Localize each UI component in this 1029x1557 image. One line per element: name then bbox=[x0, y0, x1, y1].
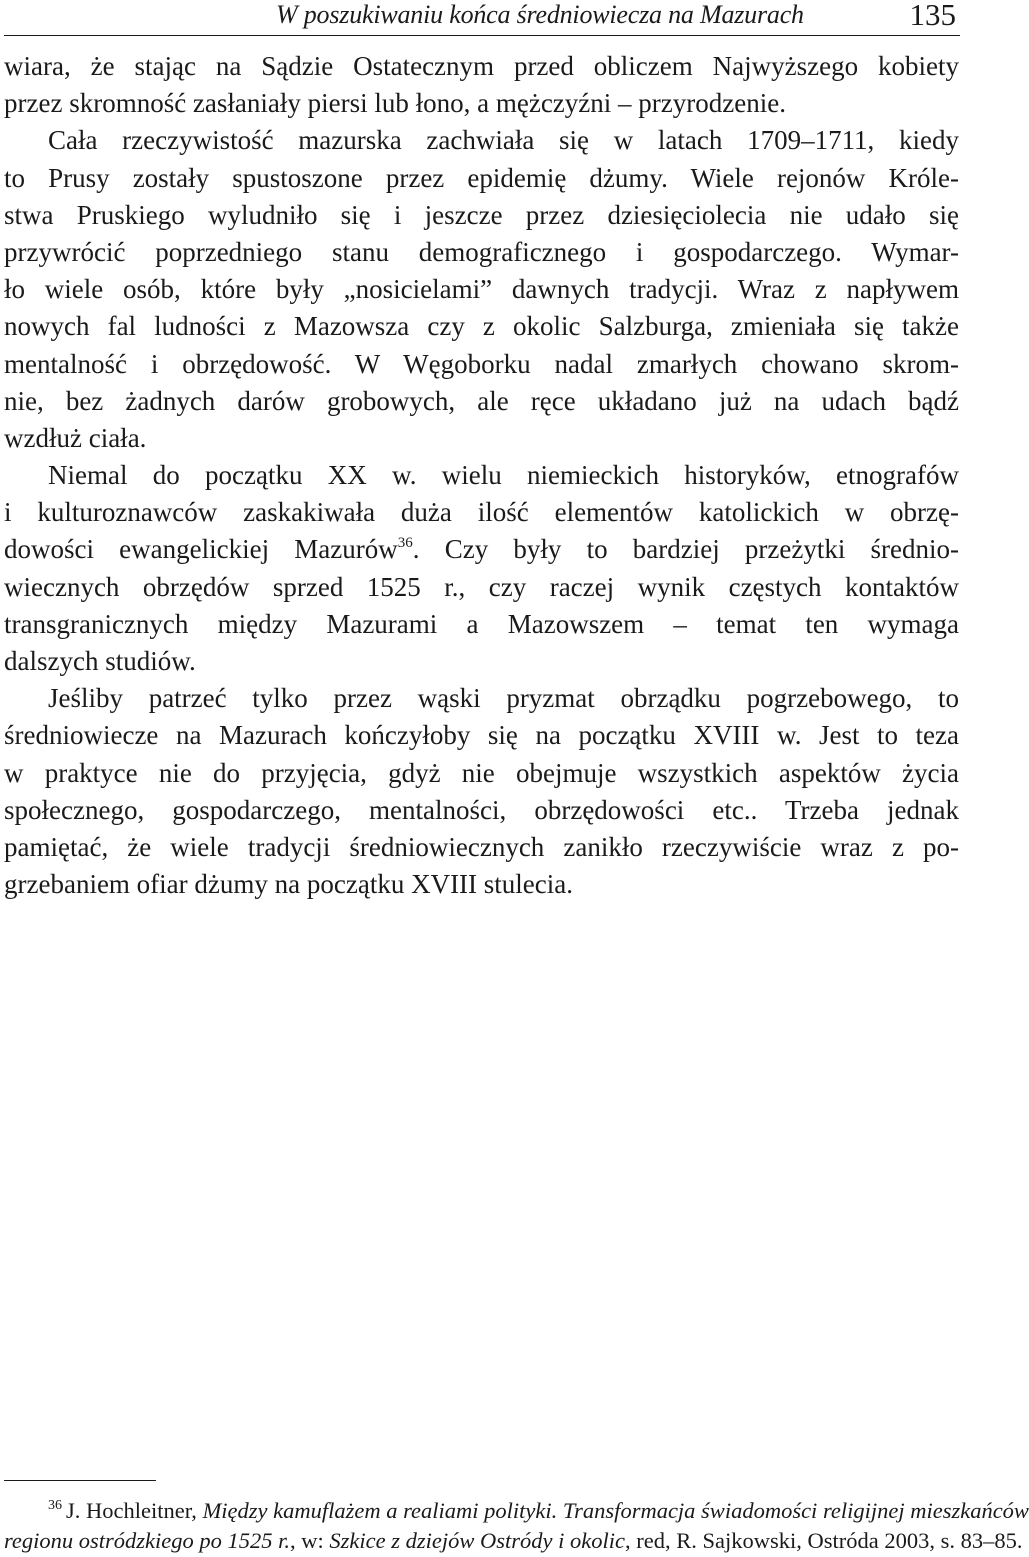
footnote-title: Między kamuflażem a realiami polityki. Transformacja świadomości religijnej mieszkańców bbox=[202, 1498, 1029, 1523]
footnote-line bbox=[4, 1496, 1029, 1526]
text-line-with-footnote bbox=[4, 531, 959, 568]
footnotes bbox=[4, 1496, 1029, 1556]
text-line: w praktyce nie do przyjęcia, gdyż nie obejmuje wszystkich aspektów życia bbox=[4, 757, 959, 788]
text-line: mentalność i obrzędowość. W Węgoborku nadal zmarłych chowano skrom- bbox=[4, 348, 959, 379]
footnote-line bbox=[4, 1526, 1023, 1556]
text-line: Jeśliby patrzeć tylko przez wąski pryzmat obrządku pogrzebowego, to bbox=[48, 683, 959, 714]
text-fragment: dowości ewangelickiej Mazurów bbox=[4, 534, 398, 565]
body-text bbox=[4, 48, 959, 903]
footnote-reference[interactable]: 36 bbox=[397, 535, 413, 552]
text-line: wiecznych obrzędów sprzed 1525 r., czy raczej wynik częstych kontaktów bbox=[4, 571, 959, 602]
text-line: przez skromność zasłaniały piersi lub łono, a mężczyźni – przyrodzenie. bbox=[4, 88, 786, 119]
footnote-text: , w: bbox=[290, 1528, 330, 1553]
footnote-source: Szkice z dziejów Ostródy i okolic bbox=[329, 1528, 625, 1553]
text-line: wzdłuż ciała. bbox=[4, 422, 147, 453]
page-number: 135 bbox=[909, 0, 956, 32]
footnote-author: J. Hochleitner, bbox=[66, 1498, 203, 1523]
text-line: transgranicznych między Mazurami a Mazowszem – temat ten wymaga bbox=[4, 608, 959, 639]
header-rule bbox=[4, 35, 960, 36]
footnote-rule bbox=[4, 1480, 156, 1481]
text-line: przywrócić poprzedniego stanu demograficznego i gospodarczego. Wymar- bbox=[4, 236, 959, 267]
text-line: stwa Pruskiego wyludniło się i jeszcze przez dziesięciolecia nie udało się bbox=[4, 199, 959, 230]
running-title: W poszukiwaniu końca średniowiecza na Mazurach bbox=[276, 0, 804, 29]
text-line: nie, bez żadnych darów grobowych, ale ręce układano już na udach bądź bbox=[4, 385, 959, 416]
text-line: wiara, że stając na Sądzie Ostatecznym przed obliczem Najwyższego kobiety bbox=[4, 51, 959, 81]
footnote-text: , red, R. Sajkowski, Ostróda 2003, s. 83–85. bbox=[625, 1528, 1023, 1553]
text-line: i kulturoznawców zaskakiwała duża ilość elementów katolickich w obrzę- bbox=[4, 497, 959, 528]
text-line: nowych fal ludności z Mazowsza czy z okolic Salzburga, zmieniała się także bbox=[4, 311, 959, 342]
text-line: średniowiecze na Mazurach kończyłoby się na początku XVIII w. Jest to teza bbox=[4, 720, 959, 751]
text-line: Niemal do początku XX w. wielu niemieckich historyków, etnografów bbox=[48, 460, 959, 491]
text-line: pamiętać, że wiele tradycji średniowiecznych zanikło rzeczywiście wraz z po- bbox=[4, 831, 959, 862]
text-line: Cała rzeczywistość mazurska zachwiała się w latach 1709–1711, kiedy bbox=[48, 125, 959, 156]
running-head bbox=[0, 0, 960, 36]
text-fragment: . Czy były to bardziej przeżytki średnio- bbox=[412, 534, 959, 565]
text-line: społecznego, gospodarczego, mentalności, obrzędowości etc.. Trzeba jednak bbox=[4, 794, 959, 825]
footnote-title-cont: regionu ostródzkiego po 1525 r. bbox=[4, 1528, 291, 1553]
footnote-number: 36 bbox=[48, 1498, 62, 1513]
text-line: ło wiele osób, które były „nosicielami” dawnych tradycji. Wraz z napływem bbox=[4, 274, 959, 305]
text-line: to Prusy zostały spustoszone przez epidemię dżumy. Wiele rejonów Króle- bbox=[4, 162, 959, 193]
text-line: dalszych studiów. bbox=[4, 646, 196, 676]
text-line: grzebaniem ofiar dżumy na początku XVIII stulecia. bbox=[4, 869, 574, 900]
